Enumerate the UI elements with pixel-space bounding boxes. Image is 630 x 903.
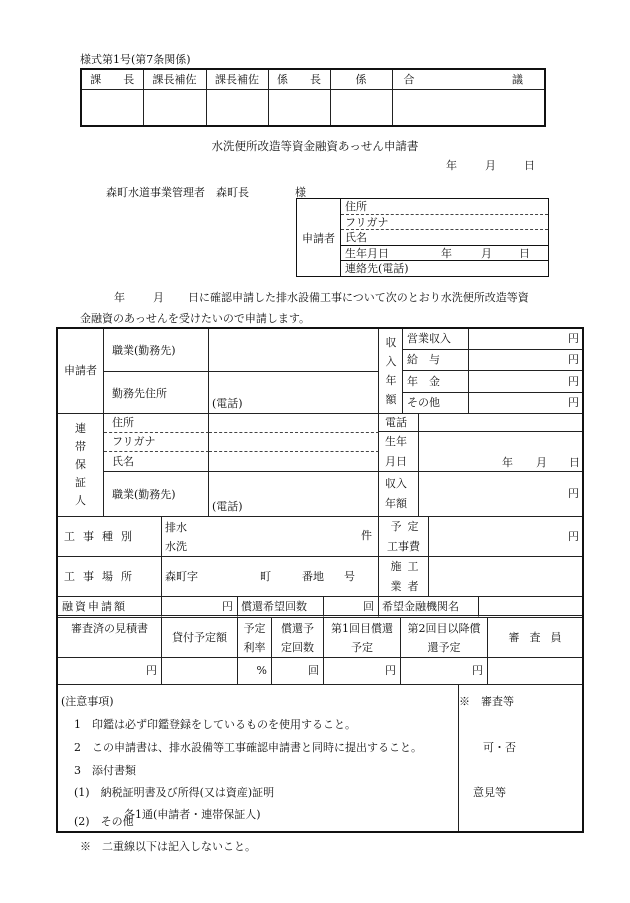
g-furigana-input[interactable]	[209, 432, 379, 451]
main-form	[56, 327, 584, 833]
g-name-label: 氏名	[104, 451, 209, 472]
repay-count-label: 償還希望回数	[238, 597, 324, 618]
workplace-input[interactable]	[209, 372, 379, 414]
approval-col-2: 課長補佐	[143, 69, 206, 89]
g-birth-label: 生年 月日	[379, 432, 419, 472]
review-v-first[interactable]: 円	[324, 658, 401, 685]
income-salary-label: 給 与	[403, 350, 469, 371]
g-phone-label: 電話	[379, 414, 419, 432]
approval-gi: 議	[512, 73, 523, 87]
applicant-box	[296, 198, 549, 277]
approval-col-5: 係	[330, 69, 392, 89]
income-business-label: 営業収入	[403, 329, 469, 350]
work-place-input[interactable]: 森町字 町 番地 号	[162, 557, 379, 597]
loan-amount-label: 融資申請額	[58, 597, 162, 618]
review-box-head: ※ 審査等	[459, 695, 514, 708]
review-h-first: 第1回目償還予定	[324, 618, 401, 658]
work-place-label: 工事場所	[58, 557, 162, 597]
planned-cost-input[interactable]: 円	[429, 517, 582, 557]
applicant-contact[interactable]: 連絡先(電話)	[341, 260, 548, 276]
g-birth-input[interactable]: 年 月 日	[419, 432, 582, 472]
note-3-1-detail: 各1通(申請者・連帯保証人)	[124, 808, 261, 821]
approval-stamp-6[interactable]	[392, 89, 545, 126]
review-v-second[interactable]: 円	[401, 658, 488, 685]
addressee-sama: 様	[295, 186, 306, 199]
applicant-birthdate[interactable]: 生年月日 年 月 日	[341, 245, 548, 260]
approval-stamp-2[interactable]	[143, 89, 206, 126]
review-box-opinion: 意見等	[473, 786, 506, 799]
planned-cost-label: 予定 工事費	[379, 517, 429, 557]
review-h-estimate: 審査済の見積書	[58, 618, 162, 658]
repay-count-input[interactable]: 回	[324, 597, 379, 618]
income-other-label: その他	[403, 393, 469, 414]
g-income-label: 収入 年額	[379, 472, 419, 517]
date-line[interactable]	[446, 157, 535, 173]
approval-stamp-3[interactable]	[206, 89, 268, 126]
review-h-rate: 予定利率	[238, 618, 272, 658]
contractor-input[interactable]	[429, 557, 582, 597]
statement-line-2: 金融資のあっせんを受けたいので申請します。	[80, 312, 311, 325]
review-v-rate[interactable]: %	[238, 658, 272, 685]
approval-stamp-1[interactable]	[81, 89, 143, 126]
bank-input[interactable]	[479, 597, 582, 618]
g-occupation-input[interactable]	[209, 472, 379, 517]
notes-section	[58, 685, 459, 831]
approval-col-3: 課長補佐	[206, 69, 268, 89]
note-3: 3 添付書類	[74, 764, 136, 777]
form-number: 様式第1号(第7条関係)	[80, 53, 191, 66]
g-phone-input[interactable]	[419, 414, 582, 432]
note-1: 1 印鑑は必ず印鑑登録をしているものを使用すること。	[74, 718, 356, 731]
date-day: 日	[524, 159, 535, 172]
bank-label: 希望金融機関名	[379, 597, 479, 618]
occupation-label: 職業(勤務先)	[104, 329, 209, 372]
approval-stamp-5[interactable]	[330, 89, 392, 126]
review-v-examiner[interactable]	[488, 658, 582, 685]
review-h-second: 第2回目以降償還予定	[401, 618, 488, 658]
income-head: 収入年額	[379, 329, 403, 414]
review-h-count: 償還予定回数	[272, 618, 324, 658]
loan-amount-input[interactable]: 円	[162, 597, 238, 618]
applicant-name[interactable]: 氏名	[341, 229, 548, 245]
g-occupation-phone: (電話)	[212, 500, 243, 513]
income-business-input[interactable]: 円	[469, 329, 582, 350]
income-other-input[interactable]: 円	[469, 393, 582, 414]
g-address-input[interactable]	[209, 414, 379, 432]
g-name-input[interactable]	[209, 451, 379, 472]
note-3-2: (2) その他	[74, 815, 134, 828]
note-2: 2 この申請書は、排水設備等工事確認申請書と同時に提出すること。	[74, 741, 422, 754]
review-h-loan: 貸付予定額	[162, 618, 238, 658]
review-v-loan[interactable]	[162, 658, 238, 685]
review-box-ok: 可・否	[483, 741, 516, 754]
g-occupation-label: 職業(勤務先)	[104, 472, 209, 517]
applicant-address[interactable]: 住所	[345, 200, 367, 213]
applicant-furigana[interactable]: フリガナ	[341, 214, 548, 229]
notes-heading: (注意事項)	[61, 695, 114, 708]
form-title: 水洗便所改造等資金融資あっせん申請書	[211, 139, 419, 153]
review-v-estimate[interactable]: 円	[58, 658, 162, 685]
g-furigana-label: フリガナ	[104, 432, 209, 451]
review-box[interactable]	[459, 685, 582, 831]
date-month: 月	[485, 159, 496, 172]
occupation-input[interactable]	[209, 329, 379, 372]
statement-line-1: 年 月 日に確認申請した排水設備工事について次のとおり水洗便所改造等資	[114, 291, 529, 304]
main-applicant-side: 申請者	[58, 329, 104, 414]
approval-stamp-4[interactable]	[268, 89, 330, 126]
workplace-label: 勤務先住所	[104, 372, 209, 414]
approval-table	[80, 68, 546, 127]
work-type-label: 工事種別	[58, 517, 162, 557]
workplace-phone: (電話)	[212, 397, 243, 410]
approval-col-1: 課 長	[81, 69, 143, 89]
addressee: 森町水道事業管理者 森町長	[106, 186, 249, 199]
review-h-examiner: 審査員	[488, 618, 582, 658]
income-pension-label: 年 金	[403, 371, 469, 393]
date-year: 年	[446, 159, 457, 172]
g-address-label: 住所	[104, 414, 209, 432]
footer-note: ※ 二重線以下は記入しないこと。	[80, 840, 256, 853]
note-3-1: (1) 納税証明書及び所得(又は資産)証明	[74, 786, 275, 799]
income-salary-input[interactable]: 円	[469, 350, 582, 371]
g-income-input[interactable]: 円	[419, 472, 582, 517]
contractor-label: 施工 業者	[379, 557, 429, 597]
approval-col-6	[392, 69, 545, 89]
applicant-label: 申請者	[302, 231, 335, 245]
approval-gou: 合	[403, 73, 415, 87]
guarantor-side: 連帯保証人	[58, 414, 104, 517]
income-pension-input[interactable]: 円	[469, 371, 582, 393]
work-type-input[interactable]: 排水 水洗 件	[162, 517, 379, 557]
review-v-count[interactable]: 回	[272, 658, 324, 685]
approval-col-4: 係 長	[268, 69, 330, 89]
